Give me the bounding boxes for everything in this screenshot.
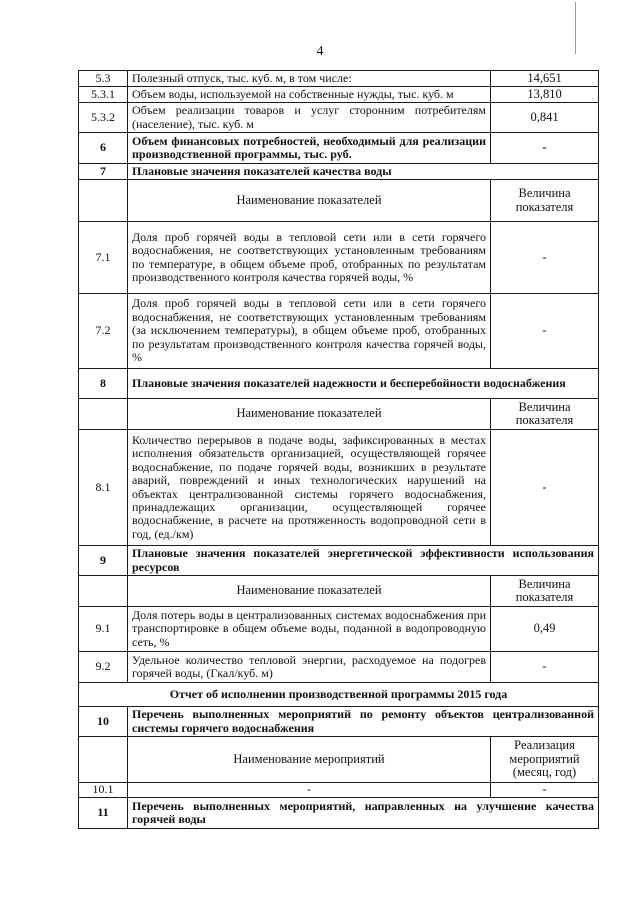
row-value: 0,841 — [491, 103, 599, 133]
section-number: 9 — [79, 546, 128, 576]
empty-cell — [79, 576, 128, 607]
row-value: - — [491, 652, 599, 683]
section-row — [79, 164, 599, 180]
row-text: Объем реализации товаров и услуг сторонним потребителям (население), тыс. куб. м — [128, 103, 491, 133]
table-row — [79, 430, 599, 546]
row-text: Доля проб горячей воды в тепловой сети или в сети горячего водоснабжения, не соответствующих установленным требованиям по температуре, в общем объеме проб, отобранных по результатам производственного контроля качества горячей воды, % — [128, 222, 491, 294]
column-header-name: Наименование показателей — [128, 180, 491, 222]
section-title: Плановые значения показателей надежности и бесперебойности водоснабжения — [128, 369, 599, 399]
row-number: 6 — [79, 133, 128, 164]
row-text: Количество перерывов в подаче воды, зафиксированных в местах исполнения обязательств организацией, осуществляющей горячее водоснабжение, по подаче горячей воды, возникших в результате аварий, повреждений и иных технологических нарушений на объектах централизованной системы горячего водоснабжения, принадлежащих организации, осуществляющей горячее водоснабжение, в расчете на протяженность водопроводной сети в год, (ед./км) — [128, 430, 491, 546]
table-row — [79, 87, 599, 103]
section-row — [79, 707, 599, 737]
page-number: 4 — [316, 44, 324, 59]
table-row — [79, 133, 599, 164]
column-header-row — [79, 180, 599, 222]
column-header-name: Наименование показателей — [128, 576, 491, 607]
row-text: Объем финансовых потребностей, необходимый для реализации производственной программы, тыс. руб. — [128, 133, 491, 164]
table-row — [79, 222, 599, 294]
column-header-row — [79, 399, 599, 430]
row-number: 8.1 — [79, 430, 128, 546]
section-number: 10 — [79, 707, 128, 737]
section-title: Плановые значения показателей энергетической эффективности использования ресурсов — [128, 546, 599, 576]
empty-cell — [79, 399, 128, 430]
row-value: - — [491, 133, 599, 164]
column-header-row — [79, 576, 599, 607]
report-heading-row — [79, 683, 599, 707]
row-number: 7.2 — [79, 294, 128, 369]
row-value: - — [491, 783, 599, 798]
table-row — [79, 607, 599, 652]
column-header-row — [79, 737, 599, 783]
section-number: 11 — [79, 798, 128, 829]
row-text: Полезный отпуск, тыс. куб. м, в том числе: — [128, 71, 491, 87]
row-value: - — [491, 294, 599, 369]
table-row — [79, 103, 599, 133]
section-number: 7 — [79, 164, 128, 180]
row-text: - — [128, 783, 491, 798]
report-heading: Отчет об исполнении производственной программы 2015 года — [79, 683, 599, 707]
row-value: - — [491, 222, 599, 294]
empty-cell — [79, 180, 128, 222]
row-value: - — [491, 430, 599, 546]
table-row — [79, 71, 599, 87]
empty-cell — [79, 737, 128, 783]
table-row — [79, 294, 599, 369]
row-value: 13,810 — [491, 87, 599, 103]
section-title: Перечень выполненных мероприятий, направленных на улучшение качества горячей воды — [128, 798, 599, 829]
column-header-name: Наименование показателей — [128, 399, 491, 430]
row-value: 0,49 — [491, 607, 599, 652]
row-number: 5.3.1 — [79, 87, 128, 103]
column-header-name: Наименование мероприятий — [128, 737, 491, 783]
column-header-value: Величина показателя — [491, 576, 599, 607]
section-title: Перечень выполненных мероприятий по ремонту объектов централизованной системы горячего водоснабжения — [128, 707, 599, 737]
program-indicators-table — [78, 70, 599, 829]
section-row — [79, 798, 599, 829]
row-number: 5.3 — [79, 71, 128, 87]
row-number: 5.3.2 — [79, 103, 128, 133]
row-value: 14,651 — [491, 71, 599, 87]
row-text: Доля потерь воды в централизованных системах водоснабжения при транспортировке в общем объеме воды, поданной в водопроводную сеть, % — [128, 607, 491, 652]
row-text: Доля проб горячей воды в тепловой сети или в сети горячего водоснабжения, не соответствующих установленным требованиям (за исключением температуры), в общем объеме проб, отобранных по результатам производственного контроля качества горячей воды, % — [128, 294, 491, 369]
row-text: Удельное количество тепловой энергии, расходуемое на подогрев горячей воды, (Гкал/куб. м) — [128, 652, 491, 683]
column-header-value: Величина показателя — [491, 399, 599, 430]
row-text: Объем воды, используемой на собственные нужды, тыс. куб. м — [128, 87, 491, 103]
section-number: 8 — [79, 369, 128, 399]
section-row — [79, 546, 599, 576]
row-number: 9.2 — [79, 652, 128, 683]
row-number: 7.1 — [79, 222, 128, 294]
table-row — [79, 652, 599, 683]
column-header-value: Реализация мероприятий (месяц, год) — [491, 737, 599, 783]
section-row — [79, 369, 599, 399]
row-number: 10.1 — [79, 783, 128, 798]
table-row — [79, 783, 599, 798]
row-number: 9.1 — [79, 607, 128, 652]
column-header-value: Величина показателя — [491, 180, 599, 222]
section-title: Плановые значения показателей качества воды — [128, 164, 599, 180]
